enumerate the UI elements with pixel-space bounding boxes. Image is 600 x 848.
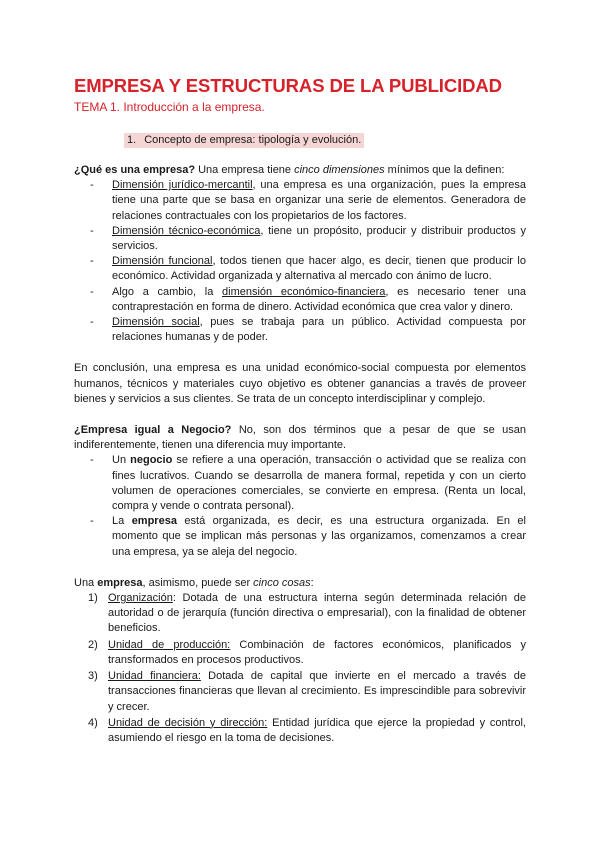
list-item <box>74 315 526 345</box>
text: , pues se trabaja para un público. Actividad compuesta por relaciones humanas y de poder. <box>112 316 526 344</box>
document-title: EMPRESA Y ESTRUCTURAS DE LA PUBLICIDAD <box>74 75 502 96</box>
text: Dotada de capital que invierte en el mercado a través de transacciones financieras que llevan al crecimiento. Es imprescindible para sobrevivir y crecer. <box>108 670 526 713</box>
paragraph-empresa-negocio <box>74 423 526 453</box>
dash-marker: - <box>90 515 94 528</box>
cinco-cosas-list <box>74 591 526 746</box>
list-item <box>74 178 526 224</box>
text: Una <box>74 576 98 589</box>
list-number: 4) <box>88 716 98 729</box>
text: Combinación de factores económicos, planificados y transformados en procesos productivos. <box>108 638 527 666</box>
term: Unidad financiera: <box>108 670 201 683</box>
dash-marker: - <box>90 224 94 237</box>
question-lead: ¿Qué es una empresa? <box>74 164 196 176</box>
term: Unidad de decisión y dirección: <box>108 716 268 729</box>
negocio-list <box>74 453 526 559</box>
list-number: 2) <box>88 638 98 651</box>
dash-marker: - <box>90 285 94 298</box>
text: , todos tienen que hacer algo, es decir, tienen que producir lo económico. Actividad organizada y alternativa al mercado con ánimo de lucro. <box>112 255 526 283</box>
list-item <box>74 638 526 668</box>
text: Un <box>112 454 131 467</box>
document-subtitle: TEMA 1. Introducción a la empresa. <box>74 100 265 114</box>
dash-marker: - <box>90 454 94 467</box>
text: La <box>112 515 132 528</box>
dash-marker: - <box>90 179 94 192</box>
dash-marker: - <box>90 255 94 268</box>
section-label: Concepto de empresa: tipología y evolución. <box>144 134 362 146</box>
section-heading <box>124 133 364 148</box>
term: Dimensión social <box>112 316 200 329</box>
text: Algo a cambio, la <box>112 285 223 298</box>
list-number: 3) <box>88 670 98 683</box>
text: : <box>172 592 176 605</box>
text: se refiere a una operación, transacción o actividad que se realiza con fines lucrativos. Cuando se desarrolla de manera formal, repetida y con un cierto volumen de operaciones comerciales, se convierte en empresa. (Renta un local, compra y vende o contrata personal). <box>112 454 526 513</box>
text: No, son dos términos que a pesar de que se usan indiferentemente, tienen una diferencia muy importante. <box>74 424 526 452</box>
text: : <box>310 576 314 589</box>
list-number: 1) <box>88 592 98 605</box>
document-body <box>74 163 526 747</box>
list-item <box>74 669 526 715</box>
text: Dotada de una estructura interna según determinada relación de autoridad o de jerarquía (función directiva o empresarial), con la finalidad de obtener beneficios. <box>108 592 526 635</box>
text: mínimos que la definen: <box>384 164 505 176</box>
term: Dimensión técnico-económica <box>112 224 261 237</box>
list-item <box>74 254 526 284</box>
bold-term: empresa <box>97 576 143 589</box>
text: , tiene un propósito, producir y distribuir productos y servicios. <box>112 224 526 253</box>
list-item <box>74 514 526 560</box>
paragraph-que-es-empresa <box>74 163 526 178</box>
bold-term: negocio <box>130 454 173 467</box>
list-item <box>74 285 526 315</box>
emphasis: cinco dimensiones <box>294 164 385 176</box>
bold-term: empresa <box>131 515 177 528</box>
paragraph-cinco-cosas <box>74 576 526 591</box>
section-number: 1. <box>127 134 137 146</box>
emphasis: cinco cosas <box>253 576 311 589</box>
list-item <box>74 591 526 637</box>
dash-marker: - <box>90 316 94 329</box>
dimensions-list <box>74 178 526 345</box>
text: , es necesario tener una contraprestación en forma de dinero. Actividad económica que crea valor y dinero. <box>112 285 527 313</box>
term: Unidad de producción: <box>108 638 231 651</box>
question-lead: ¿Empresa igual a Negocio? <box>74 424 232 437</box>
text: Entidad jurídica que ejerce la propiedad y control, asumiendo el riesgo en la toma de decisiones. <box>108 716 526 744</box>
term: dimensión económico-financiera <box>222 285 386 298</box>
text: , una empresa es una organización, pues la empresa tiene una parte que se basa en organizar una serie de elementos. Generadora de relaciones contractuales con los propietarios de los factores. <box>112 179 526 222</box>
list-item <box>74 453 526 514</box>
text: , asimismo, puede ser <box>142 576 254 589</box>
term: Dimensión funcional <box>112 255 213 268</box>
text: está organizada, es decir, es una estructura organizada. En el momento que se implican más personas y las organizamos, comenzamos a crear una empresa, ya se aleja del negocio. <box>112 515 526 558</box>
list-item <box>74 224 526 254</box>
term: Organización <box>108 592 173 605</box>
text: Una empresa tiene <box>195 164 295 176</box>
list-item <box>74 716 526 746</box>
term: Dimensión jurídico-mercantil <box>112 179 253 192</box>
paragraph-conclusion: En conclusión, una empresa es una unidad económico-social compuesta por elementos humanos, técnicos y materiales cuyo objetivo es obtener ganancias a través de proveer bienes y servicios a sus clientes. Se trata de un concepto interdisciplinar y complejo. <box>74 362 526 405</box>
